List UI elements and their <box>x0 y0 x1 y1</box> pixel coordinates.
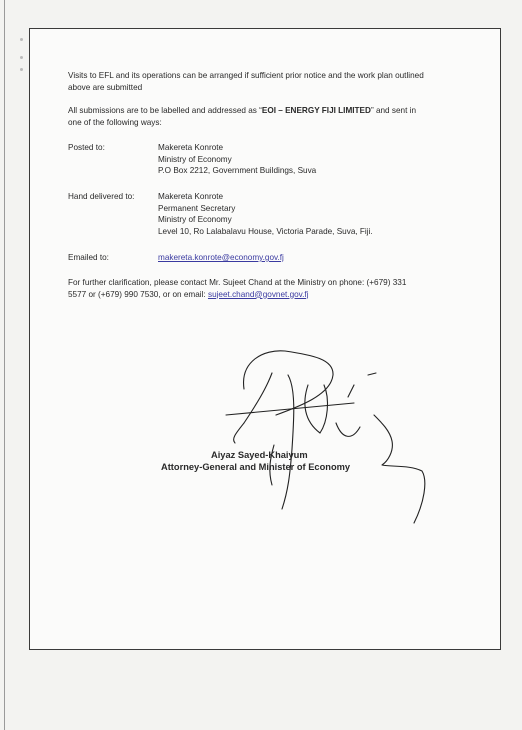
emailed-label: Emailed to: <box>68 253 109 262</box>
address-line: Makereta Konrote <box>158 192 224 201</box>
clarification-paragraph <box>68 277 488 300</box>
scan-edge-line <box>4 0 5 730</box>
submissions-paragraph <box>68 105 488 128</box>
hand-delivered-address <box>158 191 373 237</box>
document-page <box>29 28 501 650</box>
intro-paragraph <box>68 70 488 93</box>
email-link-makereta[interactable]: makereta.konrote@economy.gov.fj <box>158 253 284 262</box>
address-line: Permanent Secretary <box>158 203 236 213</box>
hand-delivered-label: Hand delivered to: <box>68 192 135 201</box>
address-line: Level 10, Ro Lalabalavu House, Victoria Parade, Suva, Fiji. <box>158 226 373 236</box>
signatory-title: Attorney-General and Minister of Economy <box>161 462 351 472</box>
intro-line: Visits to EFL and its operations can be arranged if sufficient prior notice and the work plan outlined <box>68 71 424 80</box>
clarification-line: For further clarification, please contact Mr. Sujeet Chand at the Ministry on phone: (+679) 331 <box>68 278 407 287</box>
email-link-sujeet[interactable]: sujeet.chand@govnet.gov.fj <box>207 289 309 299</box>
submission-label: EOI – ENERGY FIJI LIMITED <box>261 106 371 115</box>
punch-mark <box>20 68 23 71</box>
address-line: P.O Box 2212, Government Buildings, Suva <box>158 166 317 176</box>
intro-line: above are submitted <box>68 82 143 92</box>
punch-mark <box>20 38 23 41</box>
signatory-name: Aiyaz Sayed-Khaiyum <box>211 450 308 460</box>
punch-mark <box>20 56 23 59</box>
posted-address <box>158 142 316 177</box>
posted-label: Posted to: <box>68 143 105 152</box>
address-line: Ministry of Economy <box>158 154 232 164</box>
submissions-line: All submissions are to be labelled and addressed as “EOI – ENERGY FIJI LIMITED” and sent in <box>68 106 416 115</box>
clarification-line: 5577 or (+679) 990 7530, or on email: sujeet.chand@govnet.gov.fj <box>68 289 309 299</box>
address-line: Makereta Konrote <box>158 143 224 152</box>
address-line: Ministry of Economy <box>158 215 232 225</box>
submissions-line: one of the following ways: <box>68 117 162 127</box>
